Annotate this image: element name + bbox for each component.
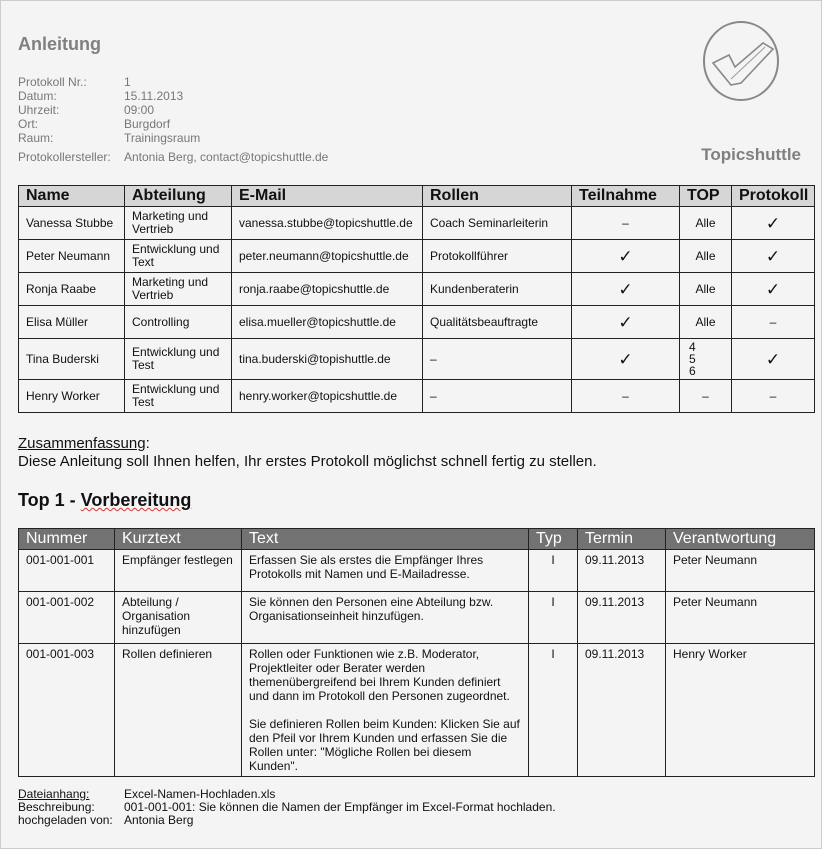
summary-label: Zusammenfassung: [18, 435, 146, 452]
table-row: [19, 240, 815, 273]
column-header: Abteilung: [125, 186, 232, 207]
table-cell: 09.11.2013: [578, 644, 666, 777]
topicshuttle-logo-icon: [701, 19, 781, 103]
table-cell: Entwicklung und Text: [125, 240, 232, 273]
column-header: Teilnahme: [572, 186, 680, 207]
meta-row: [18, 131, 200, 145]
table-cell: –: [423, 380, 572, 413]
table-cell[interactable]: henry.worker@topicshuttle.de: [232, 380, 423, 413]
table-cell: 09.11.2013: [578, 550, 666, 592]
column-header: Rollen: [423, 186, 572, 207]
table-row: [19, 644, 815, 777]
table-cell: Alle: [680, 240, 732, 273]
meta-value: 15.11.2013: [124, 89, 184, 103]
meta-key: Raum:: [18, 131, 54, 145]
table-row: [19, 339, 815, 380]
table-cell: Entwicklung und Test: [125, 380, 232, 413]
attachment-value: 001-001-001: Sie können die Namen der Empfänger im Excel-Format hochladen.: [124, 800, 556, 814]
attachment-key: hochgeladen von:: [18, 813, 113, 827]
table-cell: –: [732, 306, 815, 339]
table-cell: Alle: [680, 306, 732, 339]
table-cell: Henry Worker: [19, 380, 125, 413]
section-heading: [18, 490, 191, 511]
table-cell: ✓: [732, 339, 815, 380]
table-cell: Elisa Müller: [19, 306, 125, 339]
table-row: [19, 273, 815, 306]
table-cell: I: [529, 550, 578, 592]
table-cell: Rollen oder Funktionen wie z.B. Moderator, Projektleiter oder Berater werden themenübergreifend bei Ihrem Kunden definiert und dann im Protokoll den Personen zugeordnet. Sie definieren Rollen beim Kunden: Klicken Sie auf den Pfeil vor Ihrem Kunden und erfassen Sie die Rollen unter: "Mögliche Rollen bei diesem Kunden".: [242, 644, 529, 777]
table-cell: Alle: [680, 273, 732, 306]
column-header: Termin: [578, 529, 666, 550]
table-cell: ✓: [572, 306, 680, 339]
table-cell: 001-001-002: [19, 592, 115, 644]
table-cell: ✓: [732, 273, 815, 306]
table-row: [19, 207, 815, 240]
meta-row: [18, 103, 200, 117]
table-cell: Qualitätsbeauftragte: [423, 306, 572, 339]
summary: [18, 435, 597, 471]
table-cell: Henry Worker: [666, 644, 815, 777]
table-cell: Peter Neumann: [666, 550, 815, 592]
protocol-creator: [18, 150, 328, 164]
meta-key: Uhrzeit:: [18, 103, 60, 117]
column-header: Protokoll: [732, 186, 815, 207]
meta-key: Protokollersteller:: [18, 150, 111, 164]
column-header: Text: [242, 529, 529, 550]
page-title: Anleitung: [18, 34, 101, 54]
table-row: [19, 592, 815, 644]
table-cell: ✓: [572, 240, 680, 273]
attachment-value: Antonia Berg: [124, 813, 194, 827]
table-cell: –: [423, 339, 572, 380]
table-cell: Coach Seminarleiterin: [423, 207, 572, 240]
meta-value: Trainingsraum: [124, 131, 201, 145]
table-cell[interactable]: elisa.mueller@topicshuttle.de: [232, 306, 423, 339]
table-cell: Peter Neumann: [19, 240, 125, 273]
section-prefix: Top 1 -: [18, 490, 81, 510]
table-cell: Erfassen Sie als erstes die Empfänger Ihres Protokolls mit Namen und E-Mailadresse.: [242, 550, 529, 592]
protocol-meta: [18, 75, 200, 145]
meta-key: Protokoll Nr.:: [18, 75, 87, 89]
table-row: [19, 550, 815, 592]
table-cell: Vanessa Stubbe: [19, 207, 125, 240]
table-cell: ✓: [732, 240, 815, 273]
meta-value: Burgdorf: [124, 117, 171, 131]
table-cell: Ronja Raabe: [19, 273, 125, 306]
table-cell: Kundenberaterin: [423, 273, 572, 306]
table-cell: Alle: [680, 207, 732, 240]
table-cell: Rollen definieren: [115, 644, 242, 777]
summary-text: Diese Anleitung soll Ihnen helfen, Ihr erstes Protokoll möglichst schnell fertig zu stellen.: [18, 453, 597, 470]
table-cell: –: [680, 380, 732, 413]
table-cell: Empfänger festlegen: [115, 550, 242, 592]
table-cell: 001-001-001: [19, 550, 115, 592]
table-cell: Entwicklung und Test: [125, 339, 232, 380]
table-cell: Protokollführer: [423, 240, 572, 273]
column-header: E-Mail: [232, 186, 423, 207]
table-cell: Tina Buderski: [19, 339, 125, 380]
meta-row: [18, 117, 200, 131]
table-cell: Abteilung / Organisation hinzufügen: [115, 592, 242, 644]
table-cell: Marketing und Vertrieb: [125, 207, 232, 240]
table-cell: ✓: [572, 339, 680, 380]
table-cell[interactable]: vanessa.stubbe@topicshuttle.de: [232, 207, 423, 240]
column-header: Name: [19, 186, 125, 207]
column-header: Nummer: [19, 529, 115, 550]
column-header: Kurztext: [115, 529, 242, 550]
table-cell: ✓: [732, 207, 815, 240]
meta-key: Ort:: [18, 117, 38, 131]
participants-table: [18, 185, 815, 413]
table-cell: 4 5 6: [680, 339, 732, 380]
table-cell: Sie können den Personen eine Abteilung bzw. Organisationseinheit hinzufügen.: [242, 592, 529, 644]
table-cell: –: [572, 207, 680, 240]
table-cell[interactable]: tina.buderski@topishuttle.de: [232, 339, 423, 380]
summary-colon: :: [145, 435, 150, 452]
meta-row: [18, 75, 200, 89]
meta-value: 1: [124, 75, 131, 89]
column-header: Typ: [529, 529, 578, 550]
attachment-row: [18, 814, 556, 827]
column-header: Verantwortung: [666, 529, 815, 550]
meta-value: Antonia Berg, contact@topicshuttle.de: [124, 150, 329, 164]
table-row: [19, 306, 815, 339]
attachment-info: [18, 788, 556, 827]
brand-name: Topicshuttle: [701, 145, 801, 164]
meta-value: 09:00: [124, 103, 155, 117]
tasks-table: [18, 528, 815, 777]
table-row: [19, 380, 815, 413]
table-cell: Marketing und Vertrieb: [125, 273, 232, 306]
attachment-key: Beschreibung:: [18, 800, 95, 814]
section-title: Vorbereitung: [80, 490, 192, 510]
table-cell: Peter Neumann: [666, 592, 815, 644]
attachment-value[interactable]: Excel-Namen-Hochladen.xls: [124, 787, 276, 801]
table-cell: I: [529, 592, 578, 644]
meta-key: Datum:: [18, 89, 57, 103]
meta-row: [18, 89, 200, 103]
table-cell: –: [732, 380, 815, 413]
table-cell: Controlling: [125, 306, 232, 339]
table-cell: ✓: [572, 273, 680, 306]
table-cell[interactable]: ronja.raabe@topicshuttle.de: [232, 273, 423, 306]
column-header: TOP: [680, 186, 732, 207]
table-cell: 001-001-003: [19, 644, 115, 777]
table-cell: 09.11.2013: [578, 592, 666, 644]
table-cell[interactable]: peter.neumann@topicshuttle.de: [232, 240, 423, 273]
table-cell: I: [529, 644, 578, 777]
attachment-key: Dateianhang:: [18, 787, 90, 801]
table-cell: –: [572, 380, 680, 413]
